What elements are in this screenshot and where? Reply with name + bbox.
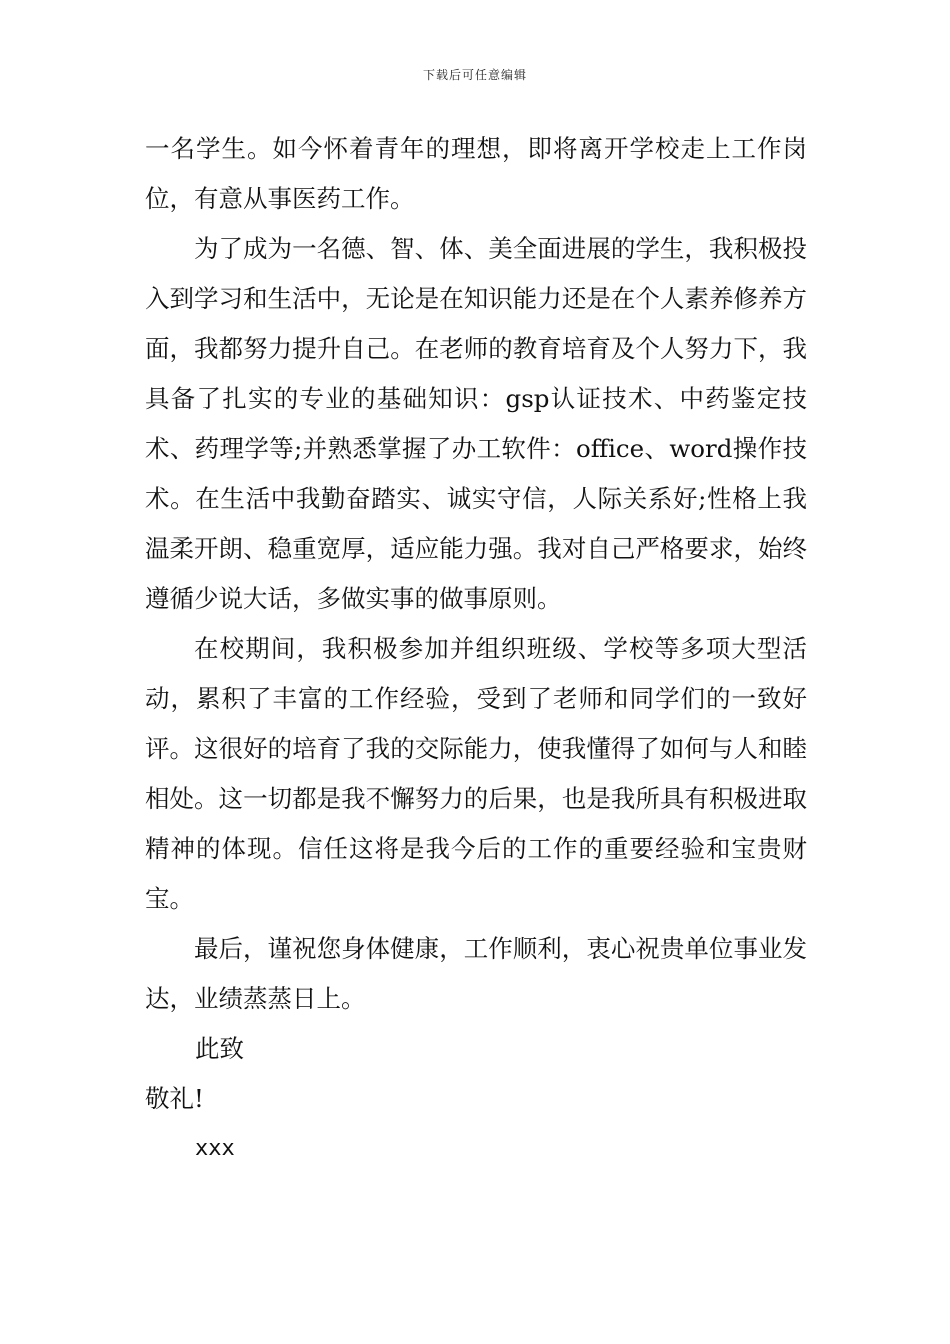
salutation: 敬礼!	[145, 1084, 204, 1113]
paragraph-continuation: 一名学生。如今怀着青年的理想，即将离开学校走上工作岗位，有意从事医药工作。	[145, 134, 807, 213]
paragraph-school-activities: 在校期间，我积极参加并组织班级、学校等多项大型活动，累积了丰富的工作经验，受到了老师和同学们的一致好评。这很好的培育了我的交际能力，使我懂得了如何与人和睦相处。这一切都是我不懈努力的后果，也是我所具有积极进取精神的体现。信任这将是我今后的工作的重要经验和宝贵财宝。	[145, 634, 807, 913]
closing-phrase: 此致	[195, 1034, 244, 1063]
signature: xxx	[195, 1136, 235, 1161]
paragraph-best-wishes: 最后，谨祝您身体健康，工作顺利，衷心祝贵单位事业发达，业绩蒸蒸日上。	[145, 934, 807, 1013]
letter-body	[145, 124, 807, 1174]
paragraph-self-description: 为了成为一名德、智、体、美全面进展的学生，我积极投入到学习和生活中，无论是在知识能力还是在个人素养修养方面，我都努力提升自己。在老师的教育培育及个人努力下，我具备了扎实的专业的基础知识：gsp认证技术、中药鉴定技术、药理学等;并熟悉掌握了办工软件：office、word操作技术。在生活中我勤奋踏实、诚实守信，人际关系好;性格上我温柔开朗、稳重宽厚，适应能力强。我对自己严格要求，始终遵循少说大话，多做实事的做事原则。	[145, 234, 807, 613]
page-header-note: 下载后可任意编辑	[422, 68, 527, 82]
